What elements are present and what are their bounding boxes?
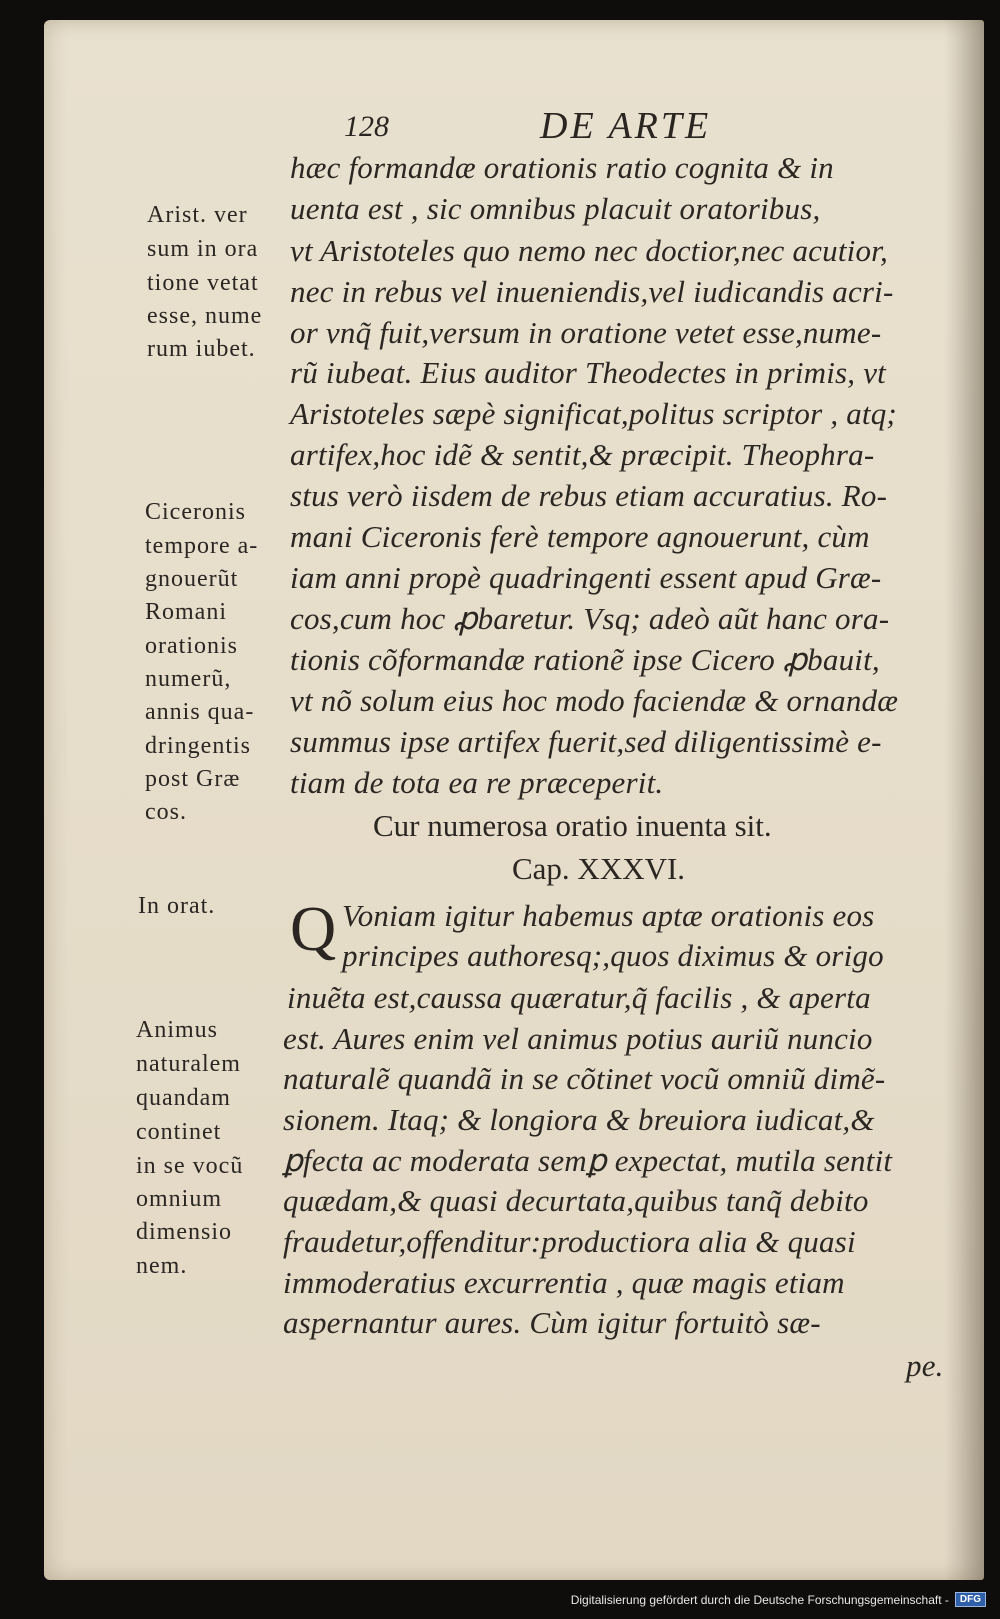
body-line: rũ iubeat. Eius auditor Theodectes in primis, vt [290, 355, 886, 390]
margin-note-line: Romani [145, 599, 227, 625]
body-line: vt nõ solum eius hoc modo faciendæ & ornandæ [290, 683, 899, 718]
drop-capital: Q [290, 893, 337, 964]
chapter-line: Voniam igitur habemus aptæ orationis eos [342, 898, 875, 933]
margin-note-line: dimensio [136, 1219, 232, 1245]
page-gutter-shadow [944, 20, 984, 1580]
chapter-line: immoderatius excurrentia , quæ magis etiam [283, 1265, 845, 1300]
margin-note-line: gnouerũt [145, 566, 239, 592]
body-line: summus ipse artifex fuerit,sed diligentissimè e- [290, 724, 882, 759]
margin-note-line: continet [136, 1119, 222, 1145]
chapter-number: Cap. XXXVI. [512, 851, 686, 886]
chapter-line: sionem. Itaq; & longiora & breuiora iudicat,& [283, 1102, 875, 1137]
body-line: mani Ciceronis ferè tempore agnouerunt, cùm [290, 519, 870, 554]
margin-note-line: sum in ora [147, 236, 259, 262]
credit-text: Digitalisierung gefördert durch die Deutsche Forschungsgemeinschaft - [570, 1592, 949, 1607]
margin-note-line: dringentis [145, 733, 251, 759]
margin-note-line: quandam [136, 1085, 231, 1111]
chapter-line: quædam,& quasi decurtata,quibus tanq̃ debito [283, 1183, 869, 1218]
body-line: stus verò iisdem de rebus etiam accuratius. Ro- [290, 478, 888, 513]
body-line: or vnq̃ fuit,versum in oratione vetet esse,nume- [290, 315, 882, 350]
margin-note-line: Arist. ver [147, 202, 248, 228]
margin-note-line: cos. [145, 799, 187, 825]
margin-note-line: annis qua- [145, 699, 255, 725]
margin-note-line: esse, nume [147, 303, 263, 329]
body-line: uenta est , sic omnibus placuit oratoribus, [290, 191, 821, 226]
margin-note-line: nem. [136, 1253, 188, 1279]
body-line: artifex,hoc idẽ & sentit,& præcipit. Theophra- [290, 437, 875, 472]
margin-note-line: Animus [136, 1017, 219, 1043]
chapter-line: ꝑfecta ac moderata semꝑ expectat, mutila sentit [283, 1143, 893, 1178]
margin-note-line: orationis [145, 633, 238, 659]
page-number: 128 [344, 110, 389, 143]
chapter-line: pe. [906, 1348, 944, 1383]
body-line: Aristoteles sæpè significat,politus scriptor , atq; [290, 396, 897, 431]
dfg-logo: DFG [955, 1592, 986, 1607]
body-line: tiam de tota ea re præceperit. [290, 765, 664, 800]
body-line: vt Aristoteles quo nemo nec doctior,nec acutior, [290, 233, 888, 268]
running-title: DE ARTE [540, 105, 712, 147]
margin-note-line: Ciceronis [145, 499, 246, 525]
chapter-line: aspernantur aures. Cùm igitur fortuitò sæ- [283, 1305, 821, 1340]
body-line: tionis cõformandæ rationẽ ipse Cicero ꝓbauit, [290, 642, 880, 677]
chapter-line: inuẽta est,caussa quæratur,q̃ facilis , & aperta [287, 980, 871, 1015]
body-line: iam anni propè quadringenti essent apud Græ- [290, 560, 882, 595]
margin-note-line: naturalem [136, 1051, 241, 1077]
body-line: nec in rebus vel inueniendis,vel iudicandis acri- [290, 274, 894, 309]
chapter-line: naturalẽ quandã in se cõtinet vocũ omniũ dimẽ- [283, 1061, 886, 1096]
margin-note-line: numerũ, [145, 666, 232, 692]
margin-note-line: omnium [136, 1186, 223, 1212]
margin-note-line: post Græ [145, 766, 241, 792]
margin-note-line: In orat. [138, 893, 216, 919]
chapter-line: principes authoresq;,quos diximus & origo [342, 938, 884, 973]
margin-note-line: in se vocũ [136, 1153, 244, 1179]
digitization-credit [571, 1592, 986, 1607]
chapter-line: est. Aures enim vel animus potius auriũ nuncio [283, 1021, 873, 1056]
body-line: cos,cum hoc ꝓbaretur. Vsq; adeò aũt hanc ora- [290, 601, 890, 636]
chapter-line: fraudetur,offenditur:productiora alia & quasi [283, 1224, 856, 1259]
margin-note-line: rum iubet. [147, 336, 256, 362]
margin-note-line: tione vetat [147, 270, 259, 296]
body-line: hæc formandæ orationis ratio cognita & in [290, 150, 834, 185]
margin-note-line: tempore a- [145, 533, 259, 559]
section-title: Cur numerosa oratio inuenta sit. [373, 808, 772, 843]
